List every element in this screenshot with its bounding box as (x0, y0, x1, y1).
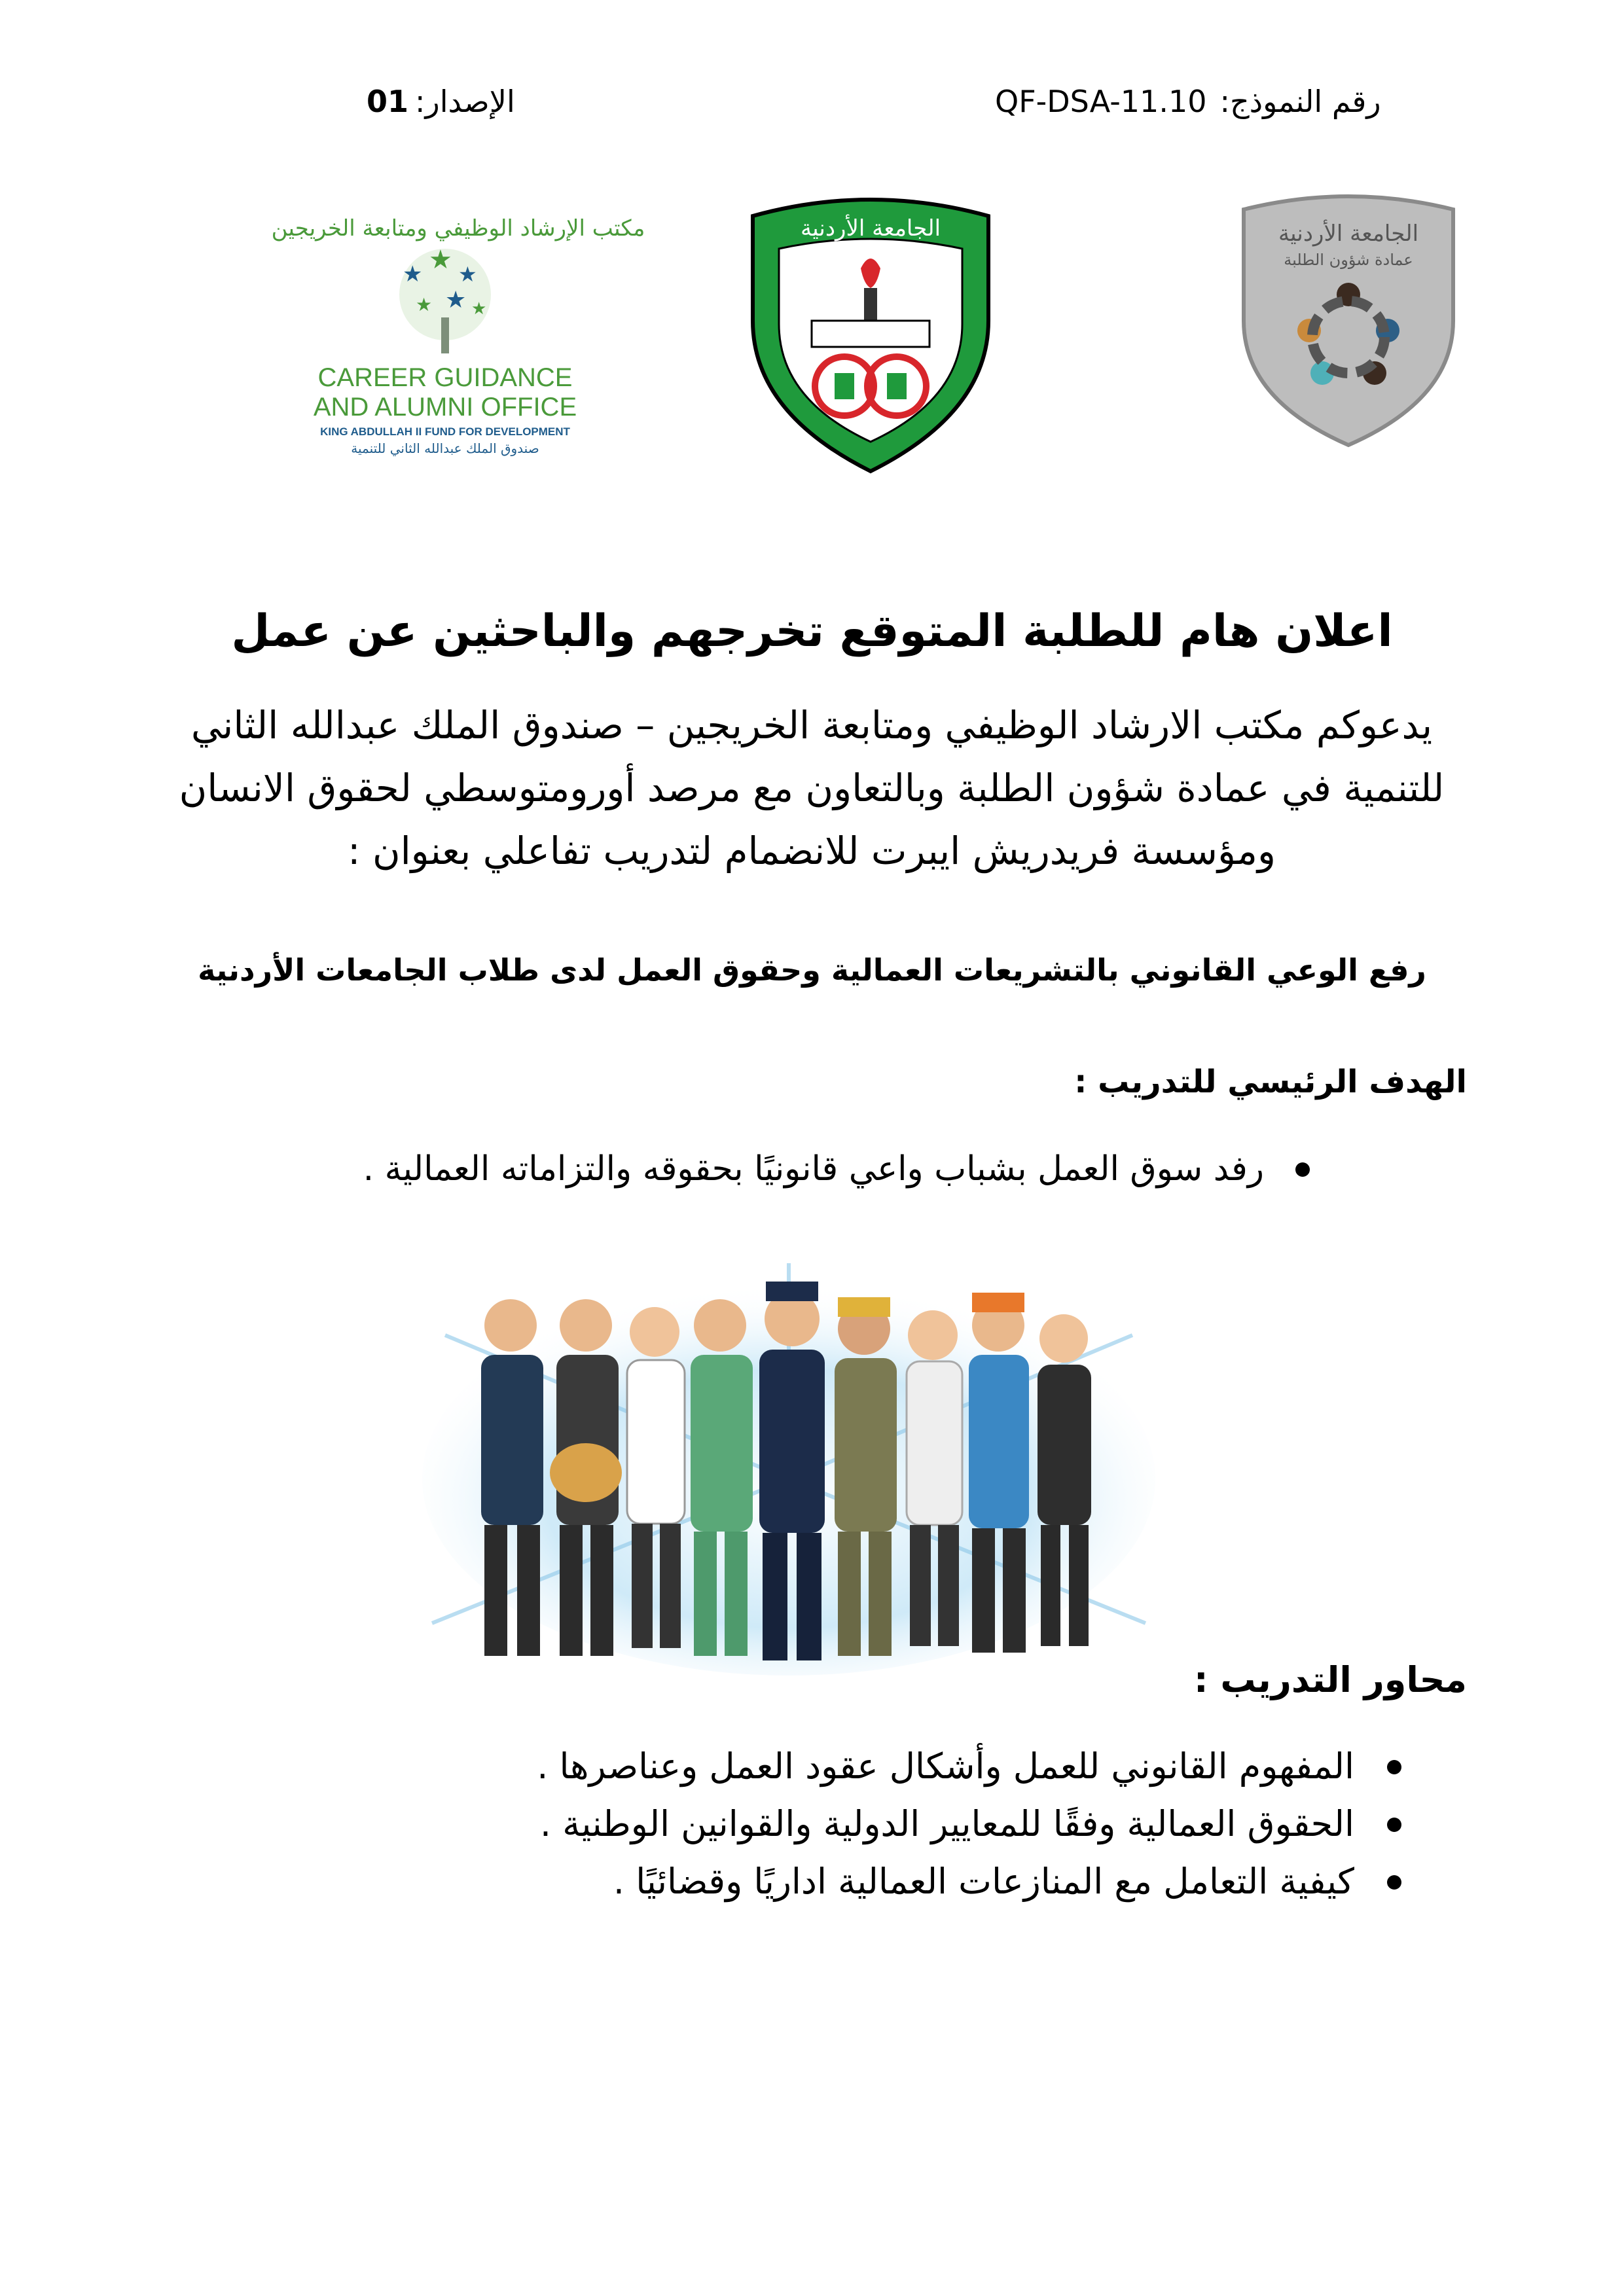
bullet-icon (1387, 1818, 1401, 1832)
dsa-university-name: الجامعة الأردنية (1278, 221, 1419, 247)
list-item (158, 1795, 1401, 1853)
list-item (66, 1139, 1310, 1199)
svg-text:★: ★ (429, 245, 452, 275)
career-guidance-logo (271, 196, 645, 471)
form-number-code: QF-DSA-11.10 (995, 84, 1207, 119)
form-number (995, 84, 1381, 119)
university-of-jordan-logo (740, 190, 1001, 478)
axes-list (158, 1738, 1401, 1910)
list-item (158, 1853, 1401, 1910)
svg-text:★: ★ (458, 262, 477, 287)
star-tree-icon (399, 245, 491, 353)
career-office-arabic-name: مكتب الإرشاد الوظيفي ومتابعة الخريجين (271, 215, 645, 242)
goal-text: رفد سوق العمل بشباب واعي قانونيًا بحقوقه والتزاماته العمالية . (363, 1149, 1264, 1189)
axis-text: الحقوق العمالية وفقًا للمعايير الدولية والقوانين الوطنية . (539, 1803, 1354, 1844)
bullet-icon (1387, 1760, 1401, 1774)
intro-line: ومؤسسة فريدريش ايبرت للانضمام لتدريب تفاعلي بعنوان : (348, 829, 1276, 873)
career-office-english-line1: CAREER GUIDANCE (317, 363, 573, 392)
axis-text: المفهوم القانوني للعمل وأشكال عقود العمل وعناصرها . (537, 1746, 1354, 1787)
svg-text:★: ★ (471, 299, 487, 319)
intro-line: للتنمية في عمادة شؤون الطلبة وبالتعاون مع مرصد أورومتوسطي لحقوق الانسان (179, 766, 1445, 810)
list-item (158, 1738, 1401, 1795)
book-icon (812, 321, 929, 347)
form-number-label: رقم النموذج: (1219, 84, 1381, 119)
svg-text:★: ★ (403, 261, 423, 287)
dsa-deanship-name: عمادة شؤون الطلبة (1284, 251, 1413, 269)
svg-text:★: ★ (445, 287, 467, 314)
workers-group-illustration (419, 1257, 1159, 1676)
fund-arabic-name: صندوق الملك عبدالله الثاني للتنمية (351, 440, 539, 456)
career-office-english-line2: AND ALUMNI OFFICE (313, 393, 577, 422)
version (367, 84, 515, 119)
goal-heading: الهدف الرئيسي للتدريب : (1074, 1064, 1467, 1100)
svg-text:★: ★ (416, 294, 433, 315)
university-name: الجامعة الأردنية (800, 215, 941, 242)
intro-line: يدعوكم مكتب الارشاد الوظيفي ومتابعة الخريجين – صندوق الملك عبدالله الثاني (190, 703, 1433, 747)
bullet-icon (1295, 1162, 1310, 1177)
intro-paragraph (170, 694, 1453, 882)
axes-heading: محاور التدريب : (1193, 1659, 1467, 1700)
student-affairs-logo (1231, 190, 1466, 452)
axis-text: كيفية التعامل مع المنازعات العمالية اداريًا وقضائيًا . (613, 1861, 1354, 1902)
version-label: الإصدار: (415, 84, 515, 119)
bullet-icon (1387, 1875, 1401, 1890)
fund-english-name: KING ABDULLAH II FUND FOR DEVELOPMENT (320, 425, 570, 438)
version-value: 01 (367, 84, 409, 119)
announcement-title: اعلان هام للطلبة المتوقع تخرجهم والباحثين عن عمل (231, 605, 1393, 657)
training-title: رفع الوعي القانوني بالتشريعات العمالية وحقوق العمل لدى طلاب الجامعات الأردنية (198, 952, 1426, 988)
goal-list (66, 1139, 1310, 1199)
